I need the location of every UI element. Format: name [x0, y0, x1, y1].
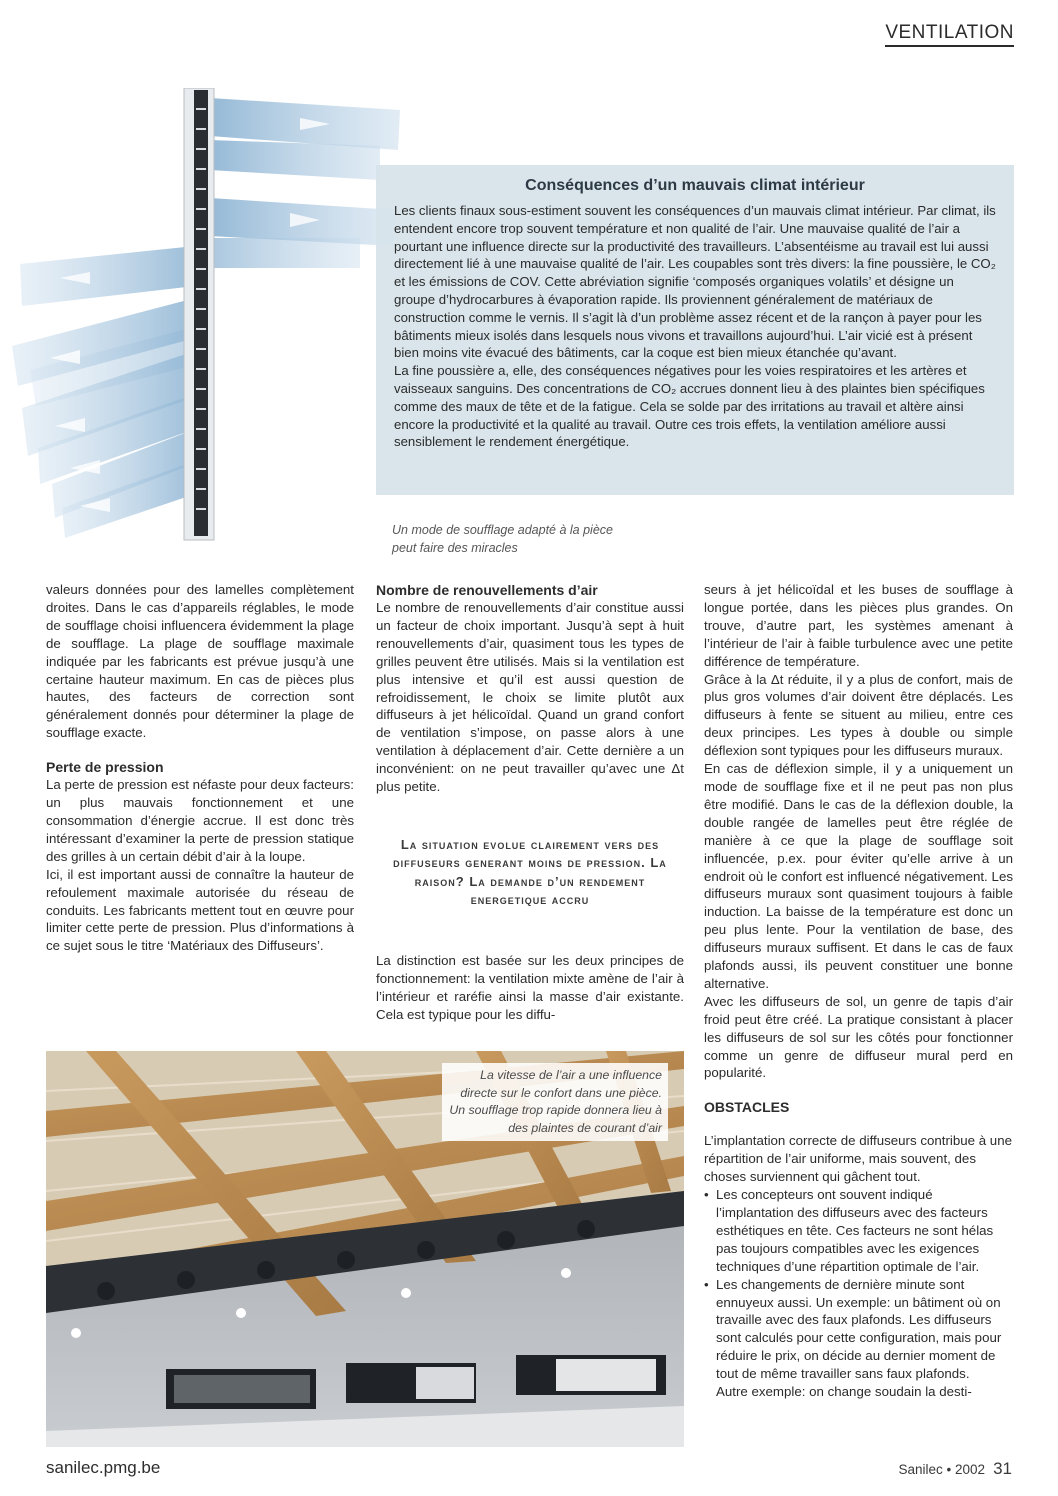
- body-paragraph: La distinction est basée sur les deux principes de fonctionnement: la ventilation mixte amène de l’air à l’intérieur et raréfie ainsi la masse d’air existante. Cela est typique pour les diffu-: [376, 952, 684, 1022]
- footer-issue: Sanilec • 2002 31: [898, 1459, 1012, 1478]
- body-paragraph: seurs à jet hélicoïdal et les buses de soufflage à longue portée, dans les pièces plus grandes. On trouve, d’autre part, les systèmes amenant à l’intérieur de l’air à faible turbulence avec une petite différence de température.: [704, 582, 1013, 669]
- column-3: [704, 581, 1013, 1401]
- bullet-item: • Les concepteurs ont souvent indiqué l’implantation des diffuseurs avec des facteurs esthétiques en tête. Ces facteurs ne sont hélas pas toujours compatibles avec les exigences techniques d’une répartition optimale de l’air.: [704, 1187, 994, 1274]
- column-1: [46, 581, 354, 955]
- body-paragraph: Avec les diffuseurs de sol, un genre de tapis d’air froid peut être créé. La pratique consistant à placer les diffuseurs de sol sur les côtés pour fonctionner comme un genre de diffuseur mural perd en popularité.: [704, 993, 1013, 1081]
- body-paragraph: En cas de déflexion simple, il y a uniquement un mode de soufflage fixe et il ne peut pas non plus être modifié. Dans le cas de la déflexion double, la double rangée de lamelles peut être réglée de manière à ce que la plage de soufflage soit influencée, p.ex. pour éviter qu’elle arrive à un endroit où le confort est influencé négativement. Les diffuseurs muraux sont quasiment toujours à faible induction. La baisse de la température est donc un peu plus lente. Pour la ventilation de base, des diffuseurs muraux suffisent. Et dans le cas de faux plafonds aussi, ils peuvent constituer une bonne alternative.: [704, 761, 1013, 991]
- diffuser-illustration: [0, 88, 420, 543]
- subheading-obstacles: OBSTACLES: [704, 1099, 790, 1116]
- column-2: [376, 581, 684, 1024]
- pull-quote: La situation evolue clairement vers des diffuseurs generant moins de pression. La raison? La demande d’un rendement energetique accru: [393, 836, 667, 908]
- info-box-paragraph: Les clients finaux sous-estiment souvent les conséquences d’un mauvais climat intérieur. Par climat, ils entendent encore trop souvent température et non qualité de l’air. Une mauvaise qualité de l’air a pourtant une influence directe sur la productivité des travailleurs. L’absentéisme au travail est lui aussi directement lié à une mauvaise qualité de l’air. Les coupables sont très divers: la fine poussière, le CO₂ et les émissions de COV. Cette abréviation signifie ‘composés organiques volatils’ et désigne un groupe d’hydrocarbures à évaporation rapide. Ils proviennent généralement de matériaux de construction comme le vernis. Il s’agit là d’un problème assez récent et de la rançon à payer pour les bâtiments mieux isolés dans lesquels nous vivons et travaillons aujourd’hui. L’air vicié est à présent bien moins vite évacué des bâtiments, car la coque est bien mieux étanchée qu’avant.: [394, 203, 996, 361]
- diffuser-slats: [196, 108, 206, 510]
- photo-caption: La vitesse de l’air a une influence directe sur le confort dans une pièce. Un soufflage trop rapide donnera lieu à des plaintes de courant d’air: [442, 1063, 668, 1141]
- body-paragraph: valeurs données pour des lamelles complètement droites. Dans le cas d’appareils réglables, le mode de soufflage choisi influencera évidemment la plage de soufflage. La plage de soufflage maximale indiquée par les fabricants est prévue jusqu’à une certaine hauteur maximum. En cas de pièces plus hautes, des facteurs de correction sont généralement donnés pour déterminer la plage de soufflage exacte.: [46, 582, 354, 741]
- body-paragraph: La perte de pression est néfaste pour deux facteurs: un plus mauvais fonctionnement et une consommation d’énergie accrue. Il est donc très intéressant d’examiner la perte de pression statique des grilles à un certain débit d’air à la loupe.: [46, 777, 354, 864]
- body-paragraph: L’implantation correcte de diffuseurs contribue à une répartition de l’air uniforme, mais souvent, des choses surviennent qui gâchent tout.: [704, 1133, 1012, 1185]
- bullet-symbol: •: [704, 1276, 709, 1292]
- body-paragraph: Le nombre de renouvellements d’air constitue aussi un facteur de choix important. Jusqu’à sept à huit renouvellements d’air, quasiment tous les types de grilles peuvent être utilisés. Mais si la ventilation est plus intensive et qu’il est aussi question de refroidissement, le choix se limite plutôt aux diffuseurs à jet hélicoïdal. Quand un grand confort de ventilation s’impose, on passe alors à une ventilation à déplacement d’air. Cette dernière a un inconvénient: on ne peut travailler qu’avec une Δt plus petite.: [376, 600, 684, 795]
- subheading-renouvellements: Nombre de renouvellements d’air: [376, 582, 598, 598]
- figure-caption: Un mode de soufflage adapté à la pièce peut faire des miracles: [392, 523, 613, 555]
- body-paragraph: Ici, il est important aussi de connaître la hauteur de refoulement maximale autorisée du réseau de conduits. Les fabricants mettent tout en œuvre pour limiter cette perte de pression. Plus d’informations à ce sujet sous le titre ‘Matériaux des Diffuseurs’.: [46, 866, 354, 954]
- page-number: 31: [993, 1459, 1012, 1478]
- bullet-symbol: •: [704, 1187, 709, 1203]
- body-paragraph: Grâce à la Δt réduite, il y a plus de confort, mais de plus gros volumes d’air doivent être déplacés. Les diffuseurs à fente se situent au milieu, entre ces deux principes. Les types à double ou simple déflexion sont typiques pour les diffuseurs muraux.: [704, 671, 1013, 759]
- footer-website: sanilec.pmg.be: [46, 1458, 161, 1477]
- air-jets-left: [12, 246, 198, 538]
- subheading-pression: Perte de pression: [46, 759, 164, 776]
- info-box: [376, 165, 1014, 495]
- bullet-item: • Les changements de dernière minute sont ennuyeux aussi. Un exemple: un bâtiment où on travaille avec des faux plafonds. Les diffuseurs sont calculés pour cette configuration, mais pour réduire le prix, on décide au dernier moment de tout de même travailler sans faux plafonds.: [704, 1276, 1002, 1382]
- bullet-item-continued: Autre exemple: on change soudain la desti-: [716, 1384, 972, 1400]
- room-photo: [46, 1051, 684, 1447]
- info-box-paragraph: La fine poussière a, elle, des conséquences négatives pour les voies respiratoires et les artères et vaisseaux sanguins. Des concentrations de CO₂ accrues donnent lieu à des plaintes bien spécifiques comme des maux de tête et de la fatigue. Cela se solde par des irritations au travail et altère ainsi encore la productivité et la qualité au travail. Outre ces trois effets, la ventilation améliore aussi sensiblement le rendement énergétique.: [394, 363, 985, 450]
- section-title: VENTILATION: [885, 22, 1014, 47]
- info-box-title: Conséquences d’un mauvais climat intérieur: [525, 177, 865, 194]
